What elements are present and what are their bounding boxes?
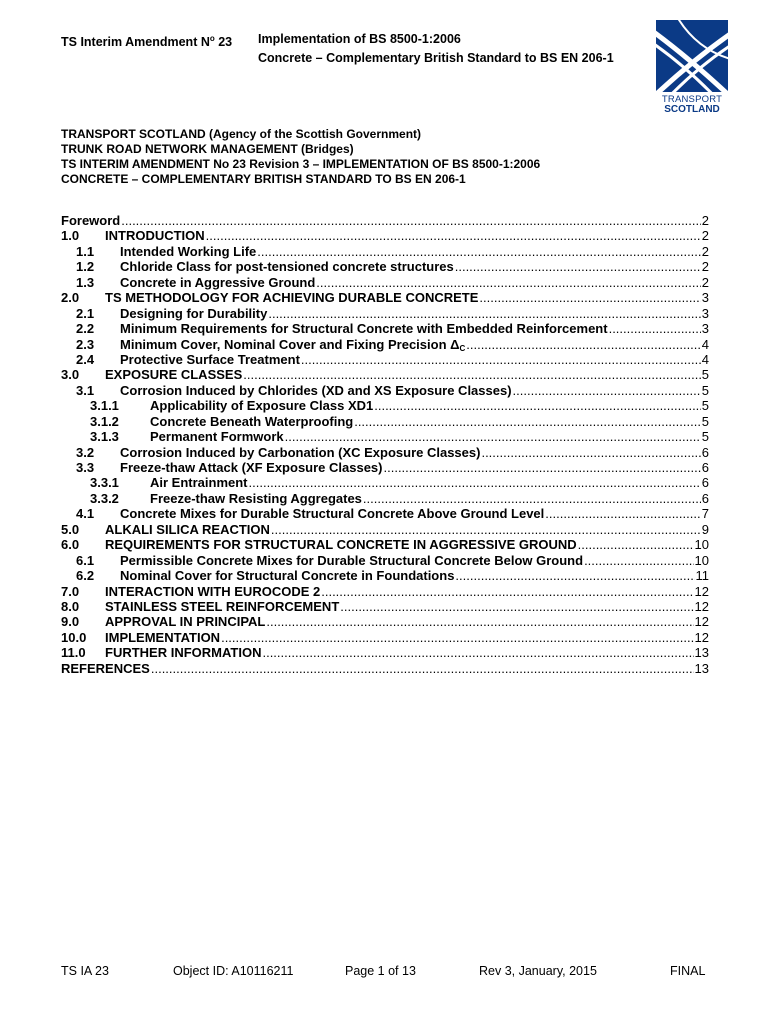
toc-entry-title: Permissible Concrete Mixes for Durable Structural Concrete Below Ground xyxy=(120,552,584,568)
footer-object-id: Object ID: A10116211 xyxy=(173,964,294,978)
toc-entry-page: 5 xyxy=(701,398,709,414)
toc-entry-number: 5.0 xyxy=(61,521,80,537)
toc-entry-number: 3.1 xyxy=(76,382,95,398)
toc-dot-leader xyxy=(578,537,694,552)
toc-entry[interactable] xyxy=(61,491,709,506)
toc-entry-title: Chloride Class for post-tensioned concrete structures xyxy=(120,259,454,275)
toc-entry-page: 2 xyxy=(701,213,709,228)
toc-entry-title: Minimum Requirements for Structural Concrete with Embedded Reinforcement xyxy=(120,321,608,337)
toc-entry[interactable] xyxy=(61,429,709,444)
toc-entry-title: STAINLESS STEEL REINFORCEMENT xyxy=(105,598,340,614)
saltire-road-icon xyxy=(656,20,728,92)
toc-entry[interactable] xyxy=(61,321,709,336)
toc-dot-leader xyxy=(384,460,701,475)
toc-entry-number: 4.1 xyxy=(76,506,95,522)
toc-entry-title: Minimum Cover, Nominal Cover and Fixing Precision $\Delta_C$ xyxy=(120,336,466,352)
toc-entry[interactable] xyxy=(61,306,709,321)
toc-entry[interactable] xyxy=(61,228,709,243)
toc-entry-page: 5 xyxy=(701,429,709,445)
transport-scotland-logo xyxy=(656,20,728,115)
toc-dot-leader xyxy=(479,290,700,305)
toc-dot-leader xyxy=(455,259,701,274)
toc-entry-number: 3.3 xyxy=(76,460,95,475)
toc-entry-title: Concrete Mixes for Durable Structural Concrete Above Ground Level xyxy=(120,506,545,522)
toc-entry-page: 6 xyxy=(701,444,709,460)
toc-entry-number: 3.1.2 xyxy=(90,413,119,429)
toc-entry-number: 8.0 xyxy=(61,598,80,614)
footer-doc: TS IA 23 xyxy=(61,964,109,978)
org-line: TRUNK ROAD NETWORK MANAGEMENT (Bridges) xyxy=(61,142,354,156)
toc-entry-number: 2.3 xyxy=(76,336,95,352)
toc-dot-leader xyxy=(481,445,700,460)
footer-page-number: Page 1 of 13 xyxy=(345,964,416,978)
toc-entry-page: 11 xyxy=(695,568,709,584)
toc-dot-leader xyxy=(455,568,694,583)
toc-entry-number: 3.3.2 xyxy=(90,490,119,506)
toc-entry[interactable] xyxy=(61,259,709,274)
toc-entry-number: 2.0 xyxy=(61,290,80,306)
toc-entry[interactable] xyxy=(61,630,709,645)
toc-entry[interactable] xyxy=(61,661,709,676)
toc-entry-number: 3.3.1 xyxy=(90,475,119,491)
toc-dot-leader xyxy=(121,213,701,228)
toc-entry[interactable] xyxy=(61,290,709,305)
toc-entry-number: 10.0 xyxy=(61,629,87,645)
toc-dot-leader xyxy=(316,275,700,290)
toc-entry-page: 7 xyxy=(701,506,709,522)
toc-entry[interactable] xyxy=(61,553,709,568)
toc-entry-page: 3 xyxy=(701,321,709,337)
toc-entry-page: 6 xyxy=(701,460,709,475)
toc-dot-leader xyxy=(354,414,701,429)
toc-entry[interactable] xyxy=(61,244,709,259)
running-header xyxy=(61,31,614,66)
toc-entry[interactable] xyxy=(61,352,709,367)
toc-entry-number: 2.4 xyxy=(76,351,95,367)
toc-dot-leader xyxy=(340,599,693,614)
toc-entry[interactable] xyxy=(61,275,709,290)
toc-entry-page: 4 xyxy=(701,351,709,367)
toc-entry-page: 9 xyxy=(701,521,709,537)
toc-entry-subscript: C xyxy=(459,343,466,352)
toc-entry-number: 9.0 xyxy=(61,614,80,630)
toc-entry-title: REFERENCES xyxy=(61,660,150,676)
toc-entry-title: Freeze-thaw Attack (XF Exposure Classes) xyxy=(120,460,383,475)
toc-entry-title: REQUIREMENTS FOR STRUCTURAL CONCRETE IN AGGRESSIVE GROUND xyxy=(105,537,577,553)
toc-entry[interactable] xyxy=(61,460,709,475)
toc-entry-title: TS METHODOLOGY FOR ACHIEVING DURABLE CONCRETE xyxy=(105,290,479,306)
logo-line2: SCOTLAND xyxy=(664,104,720,115)
toc-entry-page: 12 xyxy=(694,583,709,599)
toc-entry-page: 10 xyxy=(694,537,709,553)
toc-entry-title: INTERACTION WITH EUROCODE 2 xyxy=(105,583,321,599)
toc-entry-page: 6 xyxy=(701,475,709,491)
toc-dot-leader xyxy=(363,491,701,506)
org-line: TRANSPORT SCOTLAND (Agency of the Scottish Government) xyxy=(61,127,422,141)
toc-entry[interactable] xyxy=(61,599,709,614)
toc-dot-leader xyxy=(257,244,701,259)
toc-entry-number: 1.3 xyxy=(76,274,95,290)
toc-entry-number: 2.1 xyxy=(76,305,95,321)
toc-dot-leader xyxy=(221,630,693,645)
running-footer xyxy=(61,964,709,980)
toc-entry-number: 6.1 xyxy=(76,552,95,568)
toc-entry-number: 6.2 xyxy=(76,568,95,584)
header-title-line2: Concrete – Complementary British Standard to BS EN 206-1 xyxy=(258,51,614,66)
toc-entry-number: 3.0 xyxy=(61,367,80,383)
toc-dot-leader xyxy=(545,506,700,521)
toc-dot-leader xyxy=(374,398,701,413)
toc-entry-page: 5 xyxy=(701,367,709,383)
toc-entry-title: Freeze-thaw Resisting Aggregates xyxy=(150,490,362,506)
toc-entry-number: 1.1 xyxy=(76,243,95,259)
toc-entry-title: INTRODUCTION xyxy=(105,228,205,244)
toc-entry[interactable] xyxy=(61,383,709,398)
toc-entry-title: Intended Working Life xyxy=(120,243,257,259)
toc-dot-leader xyxy=(268,306,700,321)
org-line: CONCRETE – COMPLEMENTARY BRITISH STANDARD TO BS EN 206-1 xyxy=(61,172,466,186)
footer-revision: Rev 3, January, 2015 xyxy=(479,964,597,978)
toc-entry-title: Corrosion Induced by Carbonation (XC Exposure Classes) xyxy=(120,444,481,460)
toc-entry-page: 10 xyxy=(694,552,709,568)
table-of-contents xyxy=(61,213,709,676)
toc-entry[interactable] xyxy=(61,568,709,583)
toc-entry-title: Applicability of Exposure Class XD1 xyxy=(150,398,374,414)
toc-entry-page: 4 xyxy=(701,336,709,352)
toc-entry-number: 6.0 xyxy=(61,537,80,553)
toc-dot-leader xyxy=(321,584,693,599)
toc-entry[interactable] xyxy=(61,445,709,460)
toc-entry-title: Designing for Durability xyxy=(120,305,268,321)
toc-entry[interactable] xyxy=(61,645,709,660)
toc-entry[interactable] xyxy=(61,537,709,552)
toc-entry-title: ALKALI SILICA REACTION xyxy=(105,521,270,537)
toc-entry-number: 1.2 xyxy=(76,259,95,275)
toc-entry-page: 12 xyxy=(694,614,709,630)
toc-entry[interactable] xyxy=(61,213,709,228)
toc-entry-title: Permanent Formwork xyxy=(150,429,284,445)
toc-entry[interactable] xyxy=(61,584,709,599)
toc-entry-title: APPROVAL IN PRINCIPAL xyxy=(105,614,266,630)
toc-entry-title: Protective Surface Treatment xyxy=(120,351,300,367)
toc-entry-page: 3 xyxy=(701,290,709,306)
toc-entry-title: Concrete in Aggressive Ground xyxy=(120,274,316,290)
toc-entry-page: 12 xyxy=(694,598,709,614)
toc-dot-leader xyxy=(206,228,701,243)
footer-status: FINAL xyxy=(670,964,706,978)
toc-dot-leader xyxy=(584,553,693,568)
toc-entry-number: 3.2 xyxy=(76,444,95,460)
toc-entry-number: 3.1.1 xyxy=(90,398,119,414)
toc-entry-page: 5 xyxy=(701,382,709,398)
toc-entry-number: 7.0 xyxy=(61,583,80,599)
toc-dot-leader xyxy=(513,383,701,398)
toc-dot-leader xyxy=(249,475,701,490)
toc-entry-title: Air Entrainment xyxy=(150,475,248,491)
toc-entry-title: Corrosion Induced by Chlorides (XD and XS Exposure Classes) xyxy=(120,382,512,398)
toc-dot-leader xyxy=(301,352,701,367)
toc-entry-number: 3.1.3 xyxy=(90,429,119,445)
toc-entry-page: 12 xyxy=(694,629,709,645)
toc-entry-number: 2.2 xyxy=(76,321,95,337)
organisation-block xyxy=(61,127,540,187)
toc-entry-title: Concrete Beneath Waterproofing xyxy=(150,413,354,429)
toc-dot-leader xyxy=(285,429,701,444)
toc-entry-page: 2 xyxy=(701,259,709,275)
toc-entry-page: 2 xyxy=(701,228,709,244)
toc-dot-leader xyxy=(266,614,693,629)
toc-entry-page: 13 xyxy=(694,645,709,661)
header-doc-ref: TS Interim Amendment $N^o$ 23 xyxy=(61,34,233,50)
toc-entry[interactable] xyxy=(61,506,709,521)
toc-entry-page: 2 xyxy=(701,243,709,259)
toc-entry-number: 1.0 xyxy=(61,228,80,244)
toc-entry-page: 13 xyxy=(694,660,709,676)
toc-entry[interactable] xyxy=(61,414,709,429)
org-line: TS INTERIM AMENDMENT No 23 Revision 3 – IMPLEMENTATION OF BS 8500-1:2006 xyxy=(61,157,541,171)
toc-entry[interactable] xyxy=(61,614,709,629)
toc-entry-number: 11.0 xyxy=(61,645,86,661)
toc-dot-leader xyxy=(243,367,701,382)
toc-entry[interactable] xyxy=(61,522,709,537)
header-title-line1: Implementation of BS 8500-1:2006 xyxy=(258,32,461,46)
toc-entry-title: Foreword xyxy=(61,213,121,228)
logo-line1: TRANSPORT xyxy=(661,94,723,105)
toc-entry[interactable] xyxy=(61,475,709,490)
toc-entry-title: FURTHER INFORMATION xyxy=(105,645,262,661)
toc-entry[interactable] xyxy=(61,367,709,382)
toc-entry-page: 6 xyxy=(701,490,709,506)
toc-dot-leader xyxy=(271,522,701,537)
toc-entry-title: Nominal Cover for Structural Concrete in Foundations xyxy=(120,568,455,584)
toc-dot-leader xyxy=(262,645,693,660)
toc-entry[interactable] xyxy=(61,398,709,413)
toc-entry-title: IMPLEMENTATION xyxy=(105,629,221,645)
toc-entry-page: 2 xyxy=(701,274,709,290)
toc-dot-leader xyxy=(466,337,701,352)
toc-entry-page: 3 xyxy=(701,305,709,321)
toc-entry-page: 5 xyxy=(701,413,709,429)
toc-dot-leader xyxy=(609,321,701,336)
toc-dot-leader xyxy=(151,661,694,676)
toc-entry-title: EXPOSURE CLASSES xyxy=(105,367,243,383)
toc-entry[interactable] xyxy=(61,337,709,352)
